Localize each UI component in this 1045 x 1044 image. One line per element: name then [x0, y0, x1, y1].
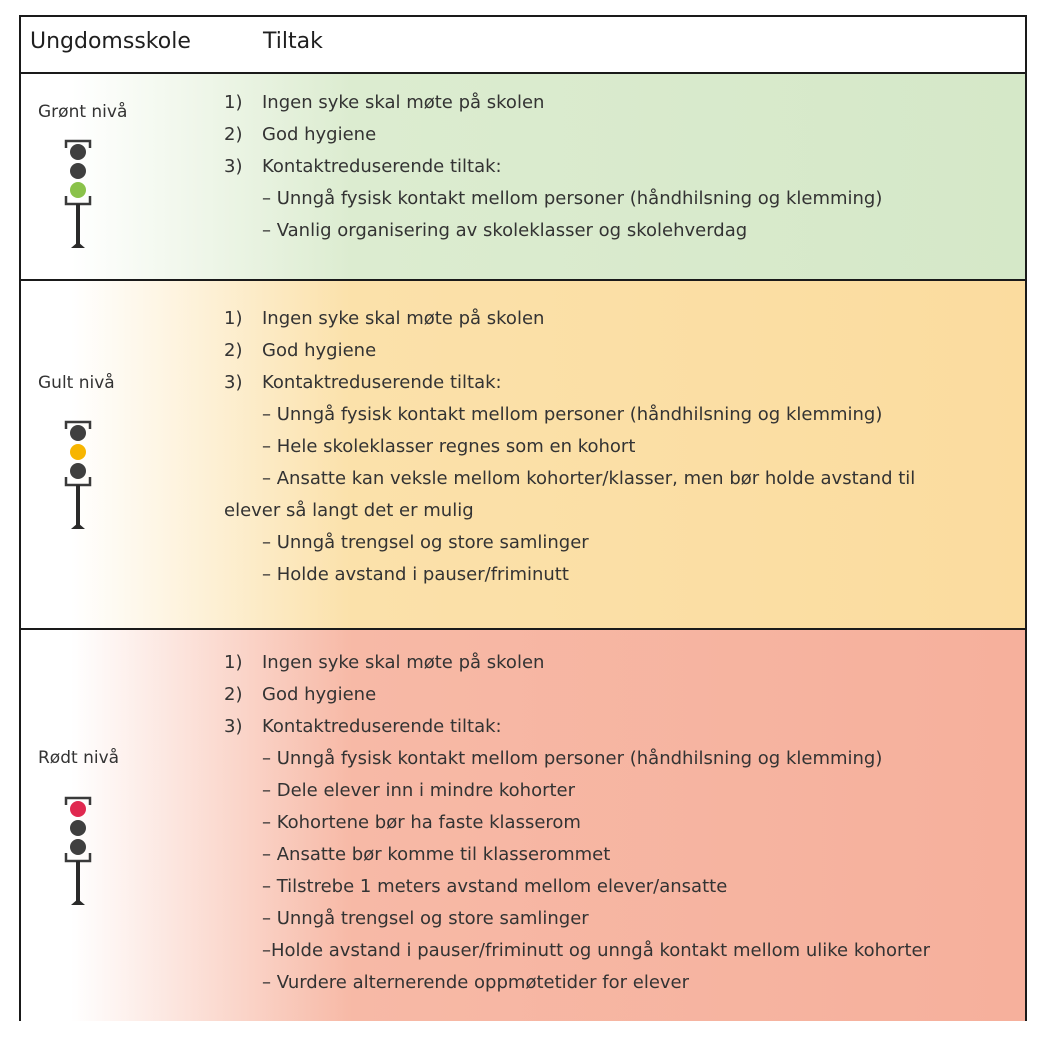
- measures-table: [19, 15, 1027, 1021]
- sub-item: – Unngå fysisk kontakt mellom personer (håndhilsning og klemming): [262, 404, 883, 425]
- light-bottom: [70, 463, 86, 479]
- sub-item: – Unngå fysisk kontakt mellom personer (håndhilsning og klemming): [262, 748, 883, 769]
- table-header: [21, 17, 1025, 74]
- light-middle: [70, 820, 86, 836]
- light-middle: [70, 444, 86, 460]
- sub-item: – Kohortene bør ha faste klasserom: [262, 812, 581, 833]
- row-red-level: Rødt nivå 1) Ingen syke skal møte på skolen 2) God hygiene 3) Kontaktreduserende tiltak: – Unngå fysisk kontakt mellom personer (håndhilsning og klemming) – Dele elever inn i mindre kohorter – Kohortene bør ha faste klasserom – Ansatte bør komme til klasserommet – Tilstrebe 1 meters avstand mellom elever/ansatte – Unngå trengsel og store samlinger –Holde avstand i pauser/friminutt og unngå kontakt mellom ulike kohorter – Vurdere alternerende oppmøtetider for elever: [21, 628, 1025, 1021]
- sub-item: – Hele skoleklasser regnes som en kohort: [262, 436, 636, 457]
- light-bottom: [70, 839, 86, 855]
- sub-item: – Holde avstand i pauser/friminutt: [262, 564, 569, 585]
- sub-item: – Unngå fysisk kontakt mellom personer (håndhilsning og klemming): [262, 188, 883, 209]
- traffic-light-icon-yellow: [61, 419, 95, 535]
- sub-item: – Vanlig organisering av skoleklasser og skolehverdag: [262, 220, 748, 241]
- sub-item: – Tilstrebe 1 meters avstand mellom elever/ansatte: [262, 876, 728, 897]
- light-bottom: [70, 182, 86, 198]
- level-label-red: Rødt nivå: [38, 748, 120, 768]
- sub-item: – Vurdere alternerende oppmøtetider for elever: [262, 972, 690, 993]
- sub-item: – Ansatte kan veksle mellom kohorter/klasser, men bør holde avstand til: [262, 468, 916, 489]
- header-measures: Tiltak: [263, 29, 323, 54]
- header-school: Ungdomsskole: [30, 29, 191, 54]
- sub-item: –Holde avstand i pauser/friminutt og unngå kontakt mellom ulike kohorter: [262, 940, 930, 961]
- light-middle: [70, 163, 86, 179]
- row-green-level: Grønt nivå 1) Ingen syke skal møte på skolen 2) God hygiene 3) Kontaktreduserende tiltak: – Unngå fysisk kontakt mellom personer (håndhilsning og klemming) – Vanlig organisering av skoleklasser og skolehverdag: [21, 74, 1025, 279]
- light-top: [70, 425, 86, 441]
- sub-item: – Ansatte bør komme til klasserommet: [262, 844, 611, 865]
- sub-item: – Unngå trengsel og store samlinger: [262, 908, 589, 929]
- level-label-yellow: Gult nivå: [38, 373, 115, 393]
- traffic-light-icon-green: [61, 138, 95, 254]
- sub-item: – Dele elever inn i mindre kohorter: [262, 780, 576, 801]
- row-yellow-level: Gult nivå 1) Ingen syke skal møte på skolen 2) God hygiene 3) Kontaktreduserende tiltak: – Unngå fysisk kontakt mellom personer (håndhilsning og klemming) – Hele skoleklasser regnes som en kohort – Ansatte kan veksle mellom kohorter/klasser, men bør holde avstand til elever så langt det er mulig – Unngå trengsel og store samlinger – Holde avstand i pauser/friminutt: [21, 279, 1025, 628]
- light-top: [70, 144, 86, 160]
- light-top: [70, 801, 86, 817]
- sub-item-continuation: elever så langt det er mulig: [224, 500, 474, 521]
- level-label-green: Grønt nivå: [38, 102, 128, 122]
- traffic-light-icon-red: [61, 795, 95, 911]
- sub-item: – Unngå trengsel og store samlinger: [262, 532, 589, 553]
